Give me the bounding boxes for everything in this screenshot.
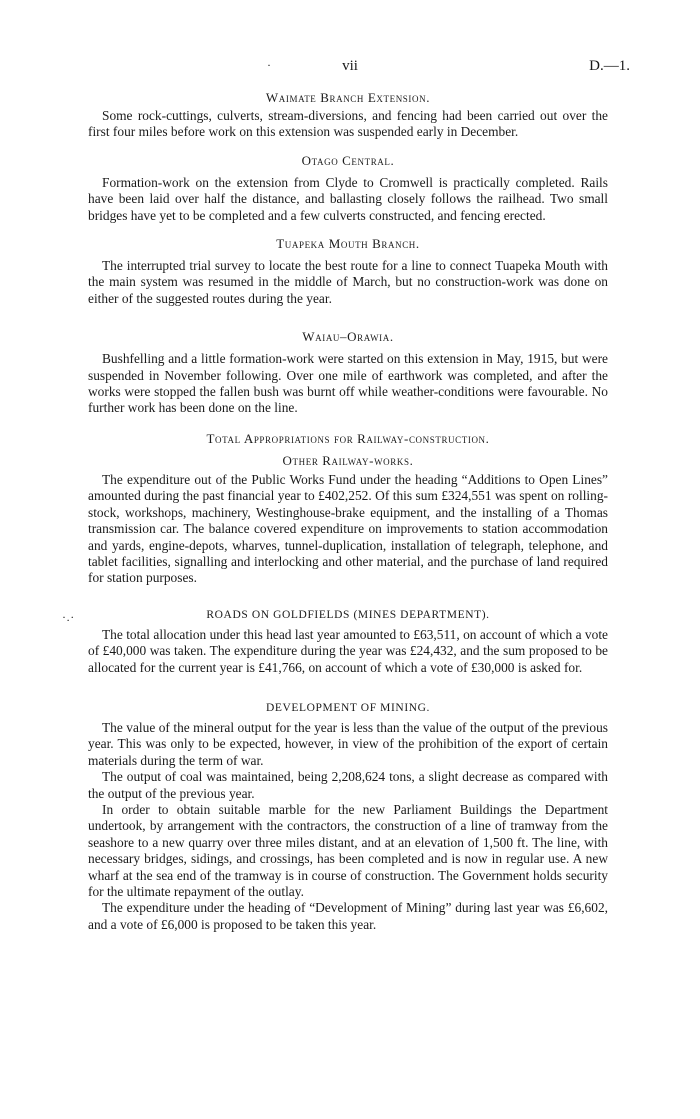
paragraph-mining-expenditure: The expenditure under the heading of “Development of Mining” during last year was £6,602, and a vote of £6,000 is proposed to be taken this year.: [88, 900, 608, 932]
paragraph-otago-central: Formation-work on the extension from Clyde to Cromwell is practically completed. Rails have been laid over half the distance, and ballasting closely follows the railhead. Two small bridges have yet to be completed and a few culverts constructed, and fencing erected.: [88, 174, 608, 223]
page-header: [70, 58, 630, 78]
paragraph-coal-output: The output of coal was maintained, being 2,208,624 tons, a slight decrease as compared with the output of the previous year.: [88, 769, 608, 801]
document-reference: D.—1.: [589, 58, 630, 74]
section-heading-roads-goldfields: [62, 608, 608, 624]
paragraph-waimate: Some rock-cuttings, culverts, stream-diversions, and fencing had been carried out over the first four miles before work on this extension was suspended early in December.: [88, 108, 608, 140]
paragraph-tuapeka: The interrupted trial survey to locate the best route for a line to connect Tuapeka Mouth with the main system was resumed in the middle of March, but no construction-work was done on either of the suggested routes during the year.: [88, 258, 608, 306]
paragraph-roads-goldfields: The total allocation under this head last year amounted to £63,511, on account of which a vote of £40,000 was taken. The expenditure during the year was £24,432, and the sum proposed to be allocated for the current year is £41,766, on account of which a vote of £30,000 is asked for.: [88, 626, 608, 675]
section-heading-development-mining: DEVELOPMENT OF MINING.: [265, 701, 431, 714]
margin-marker: ·.·: [62, 609, 75, 624]
header-marker: ·: [267, 58, 271, 72]
section-heading-waiau-orawia: Waiau–Orawia.: [302, 329, 394, 345]
paragraph-waiau-orawia: Bushfelling and a little formation-work were started on this extension in May, 1915, but were suspended in November following. Over one mile of earthwork was completed, and after the works were stopped the fallen bush was burnt off while weather-conditions were favourable. No further work has been done on the line.: [88, 351, 608, 416]
paragraph-mining-output-value: The value of the mineral output for the year is less than the value of the output of the previous year. This was only to be expected, however, in view of the prohibition of the export of certain materials during the term of war.: [88, 719, 608, 768]
paragraph-other-railway-works: The expenditure out of the Public Works Fund under the heading “Additions to Open Lines” amounted during the past financial year to £402,252. Of this sum £324,551 was spent on rolling-stock, workshops, machinery, Westinghouse-brake equipment, and the installing of a Thomas transmission car. The balance covered expenditure on improvements to station accommodation and yards, engine-depots, wharves, tunnel-duplication, installation of telegraph, telephone, and tablet facilities, signalling and interlocking and other material, and the purchase of land required for station purposes.: [88, 471, 608, 586]
page-body: [62, 90, 608, 933]
section-heading-otago-central: Otago Central.: [301, 152, 395, 168]
section-heading-tuapeka: Tuapeka Mouth Branch.: [276, 236, 420, 252]
section-heading-waimate: Waimate Branch Extension.: [265, 90, 431, 105]
section-heading-other-railway-works: Other Railway-works.: [282, 452, 414, 468]
page-number: vii: [342, 58, 358, 74]
roads-goldfields-title: ROADS ON GOLDFIELDS (MINES DEPARTMENT).: [206, 608, 490, 621]
paragraph-marble-tramway: In order to obtain suitable marble for the new Parliament Buildings the Department undertook, by arrangement with the contractors, the construction of a line of tramway from the seashore to a new quarry over three miles distant, and at an elevation of 1,500 ft. The line, with necessary bridges, sidings, and crossings, has been completed and is now in regular use. A new wharf at the sea end of the tramway is in course of construction. The Government holds security for the ultimate repayment of the outlay.: [88, 801, 608, 899]
section-heading-total-appropriations: Total Appropriations for Railway-construction.: [206, 430, 490, 446]
